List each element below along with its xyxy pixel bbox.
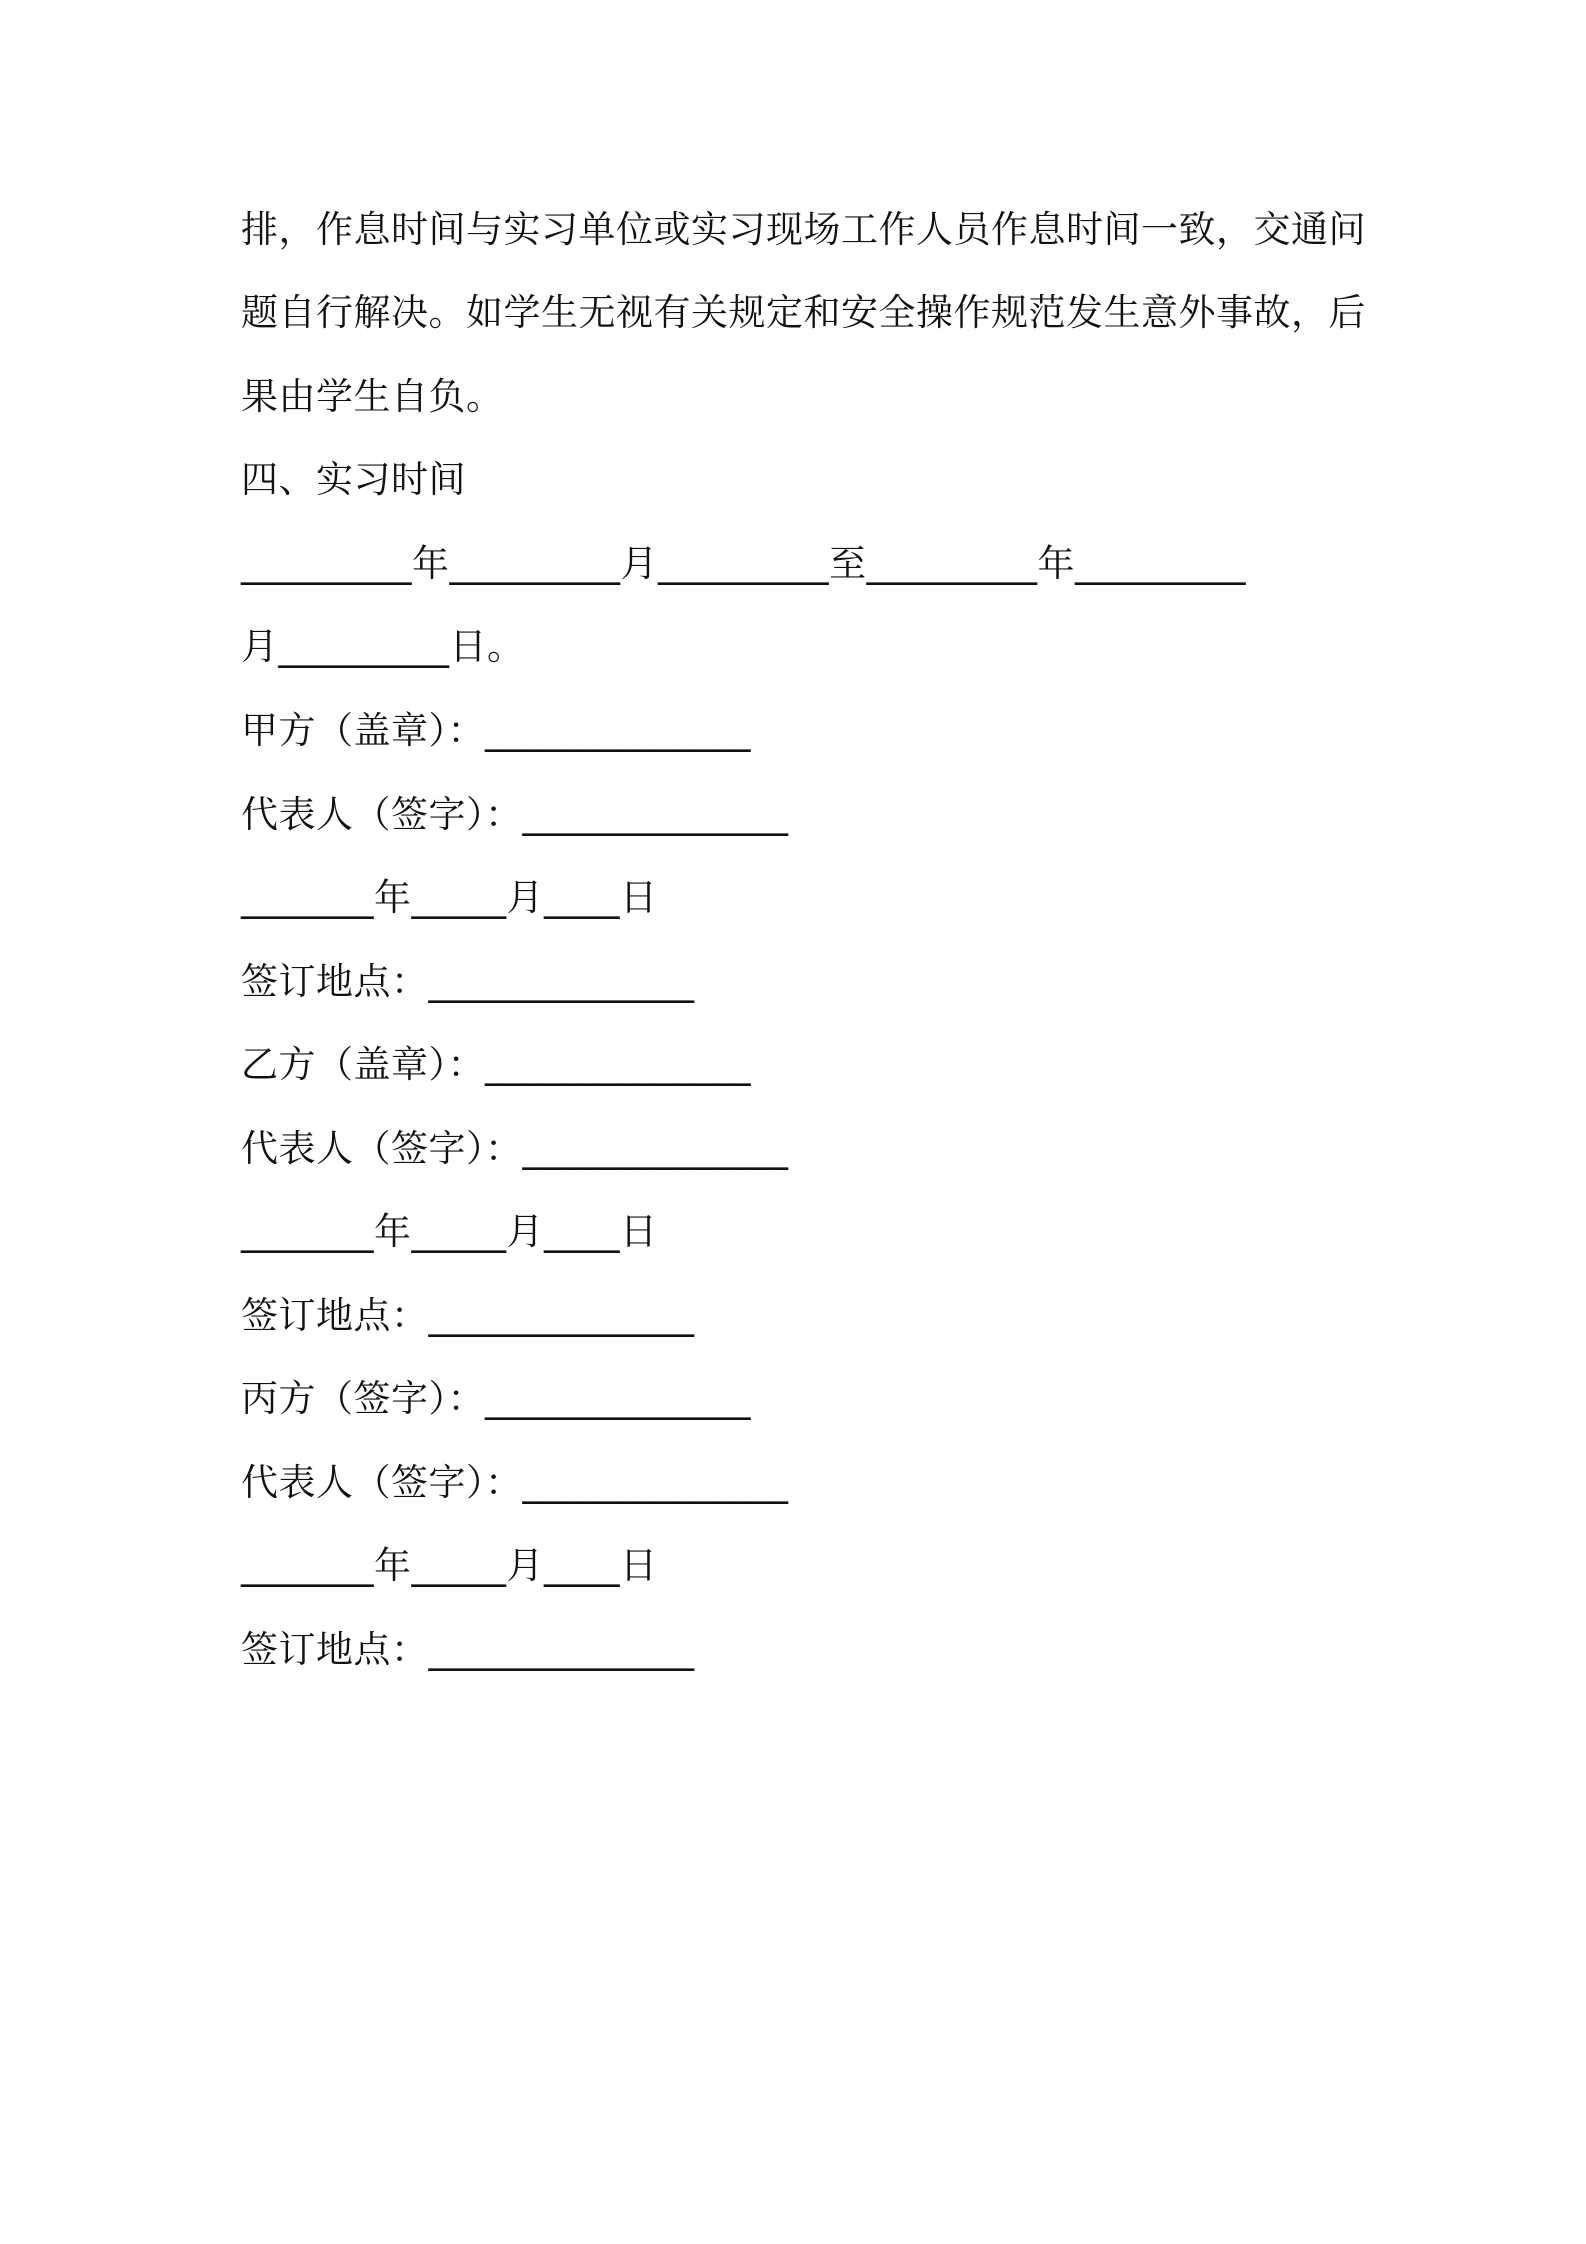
section-heading: 四、实习时间 [241, 458, 466, 501]
party-b-seal-line: 乙方（盖章）：______________ [241, 1043, 751, 1086]
party-c-date-line: _______年_____月____日 [241, 1544, 658, 1587]
party-c-place-line: 签订地点：______________ [241, 1628, 695, 1671]
party-c-seal-line: 丙方（签字）：______________ [241, 1377, 751, 1420]
party-b-place-line: 签订地点：______________ [241, 1294, 695, 1337]
period-line: _________年_________月_________至_________年_________ [241, 542, 1246, 585]
party-b-rep-line: 代表人（签字）：______________ [241, 1127, 789, 1170]
period-line: 月_________日。 [241, 625, 525, 668]
party-c-rep-line: 代表人（签字）：______________ [241, 1461, 789, 1504]
paragraph-line: 果由学生自负。 [241, 375, 504, 418]
party-a-date-line: _______年_____月____日 [241, 876, 658, 919]
party-a-rep-line: 代表人（签字）：______________ [241, 793, 789, 836]
party-b-date-line: _______年_____月____日 [241, 1210, 658, 1253]
party-a-seal-line: 甲方（盖章）：______________ [241, 709, 751, 752]
party-a-place-line: 签订地点：______________ [241, 960, 695, 1003]
paragraph-line: 题自行解决。如学生无视有关规定和安全操作规范发生意外事故，后 [241, 291, 1366, 334]
paragraph-line: 排，作息时间与实习单位或实习现场工作人员作息时间一致，交通问 [241, 208, 1366, 251]
